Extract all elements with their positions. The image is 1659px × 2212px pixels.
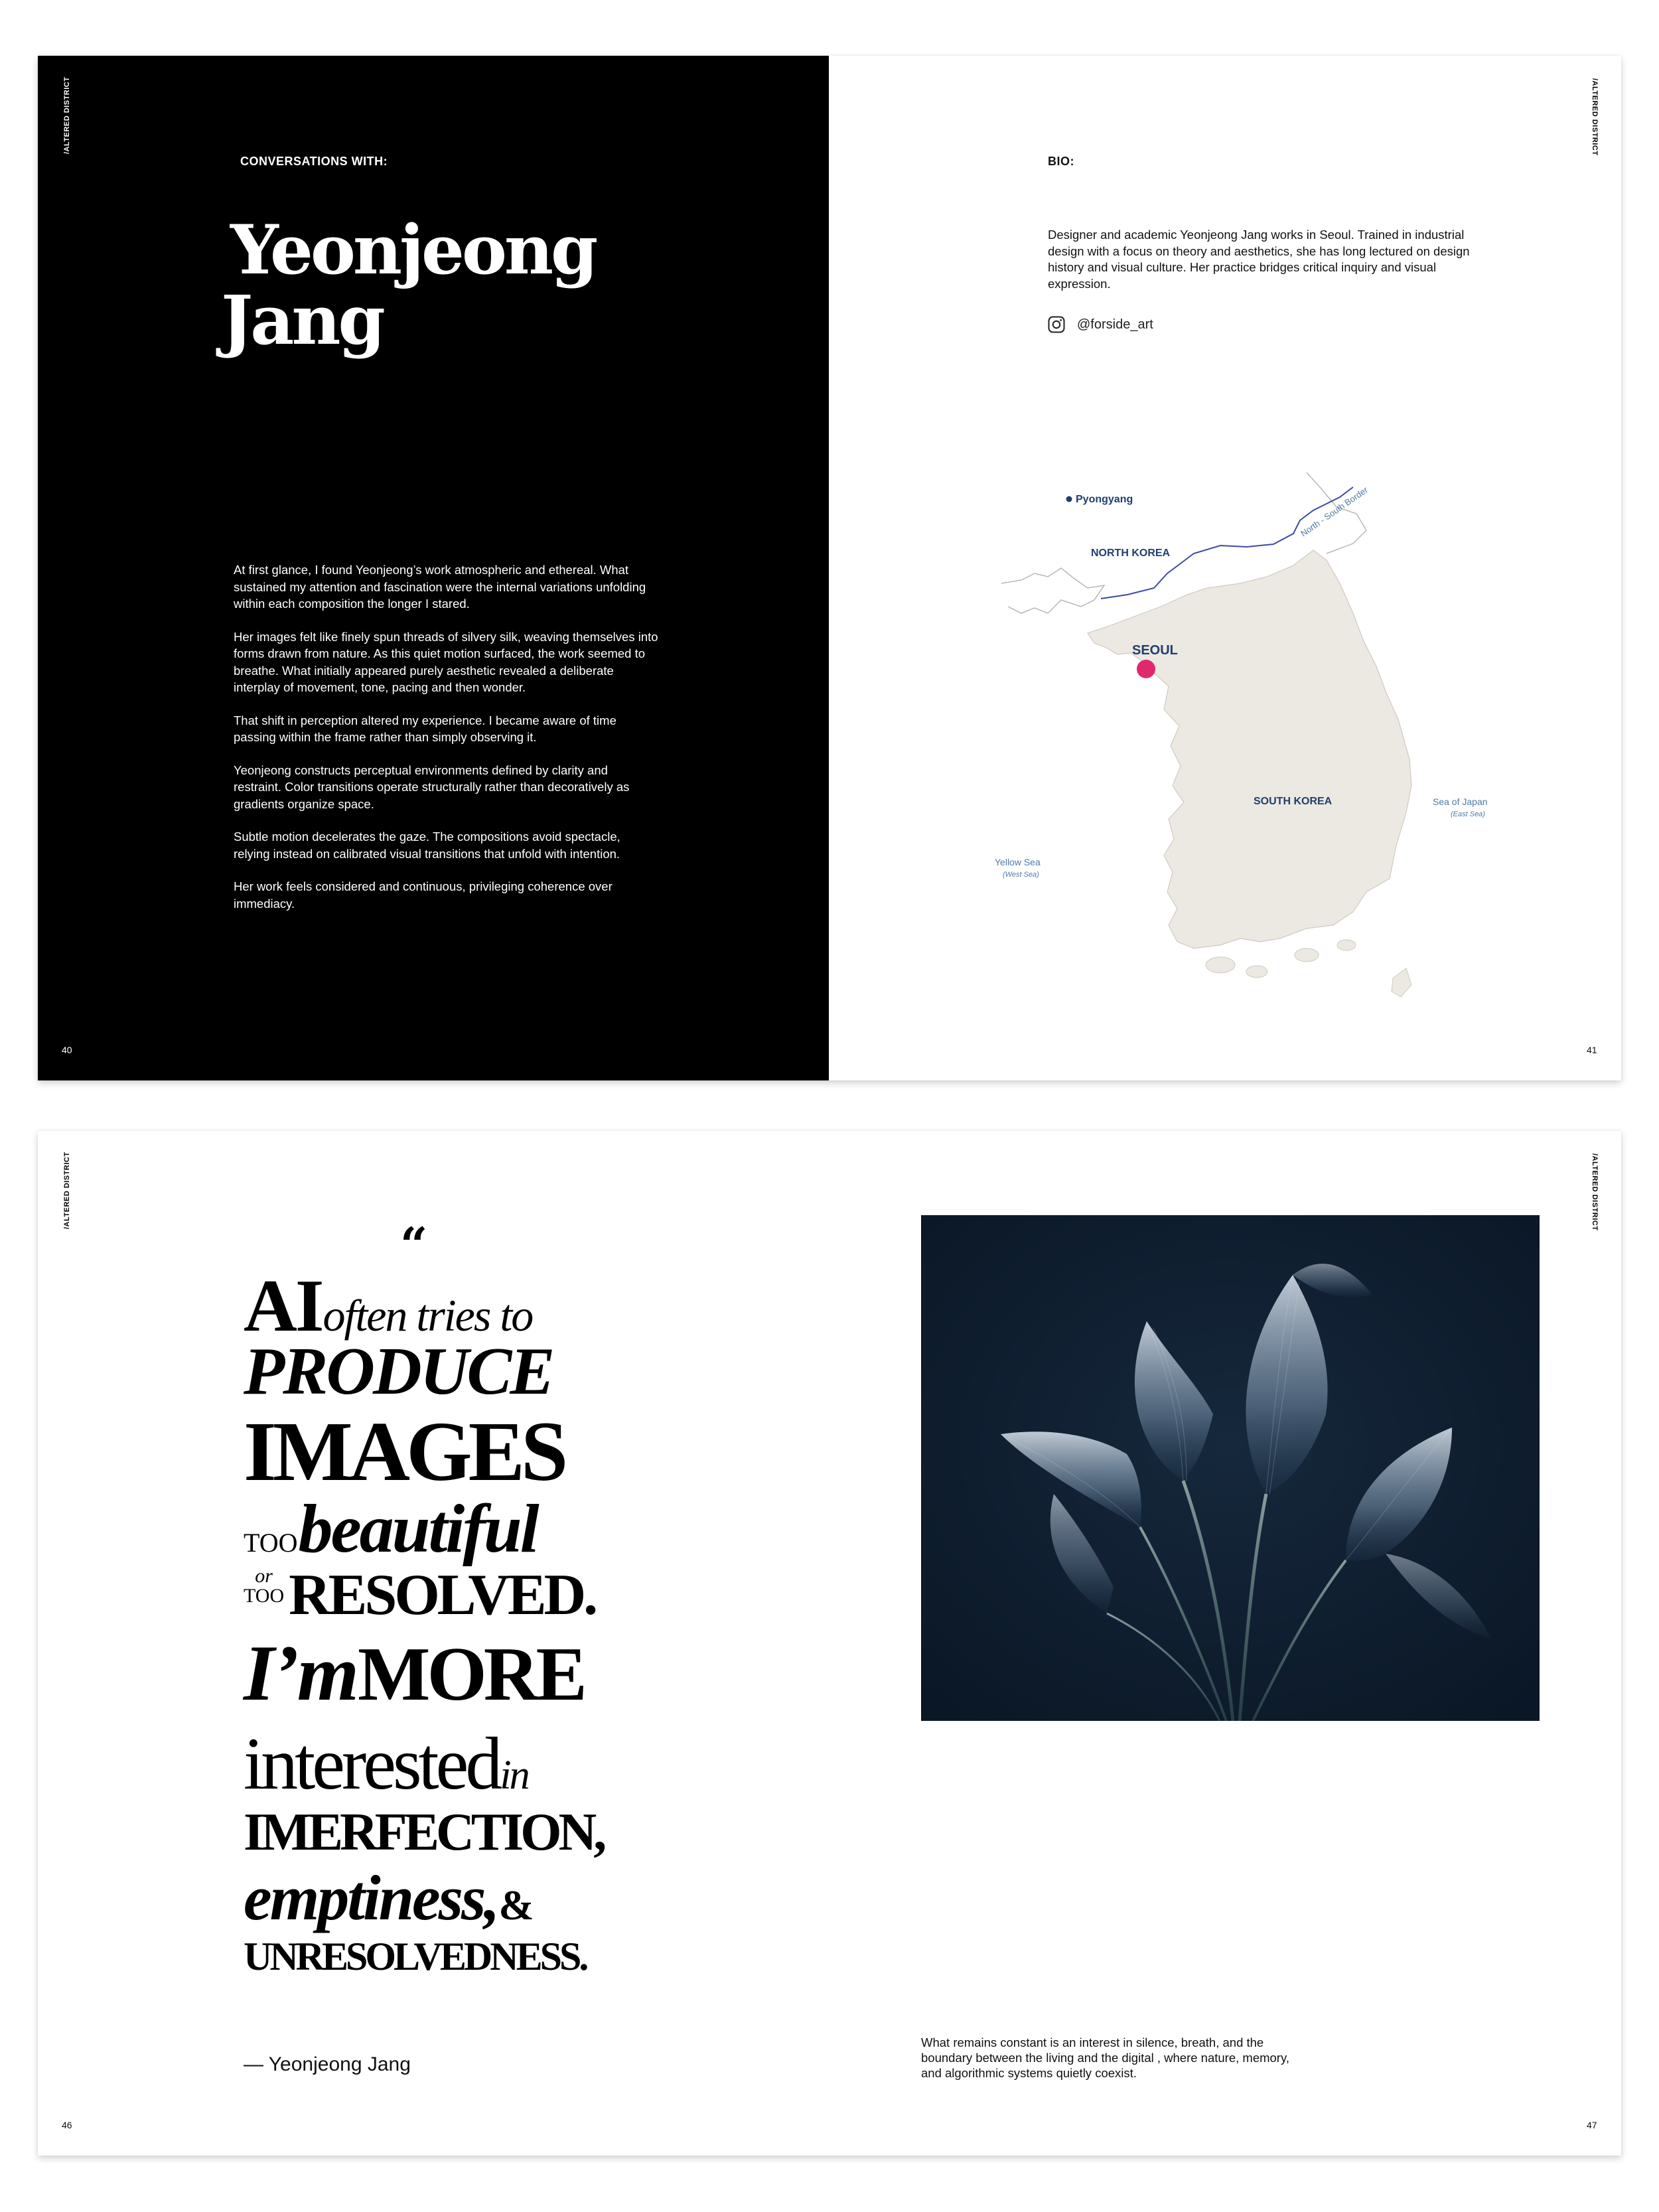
- page-number: 46: [62, 2120, 72, 2130]
- island: [1246, 966, 1267, 978]
- page-47: [829, 1131, 1621, 2156]
- west-coast: [1001, 568, 1104, 613]
- east-sea-label: (East Sea): [1451, 810, 1485, 818]
- north-korea-label: NORTH KOREA: [1091, 548, 1171, 559]
- quote-word: PRODUCE: [244, 1334, 553, 1409]
- quote-word: interested: [244, 1723, 500, 1805]
- quote-word: UNRESOLVEDNESS.: [244, 1935, 587, 1978]
- quote-word: I’m: [244, 1629, 357, 1717]
- seoul-marker: [1137, 660, 1155, 678]
- island-jeju: [1392, 968, 1411, 997]
- instagram-handle: @forside_art: [1077, 317, 1153, 332]
- quote-attribution: — Yeonjeong Jang: [244, 2053, 411, 2075]
- paragraph: Her work feels considered and continuous, privileging coherence over immediacy.: [234, 879, 613, 911]
- title-line-1: Yeonjeong: [230, 210, 596, 290]
- quote-word: MORE: [358, 1632, 584, 1717]
- pyongyang-label: Pyongyang: [1076, 494, 1133, 505]
- quote-word: emptiness,: [244, 1862, 498, 1933]
- quote-mark: “: [400, 1217, 428, 1273]
- spread-pages-40-41: [38, 56, 1621, 1080]
- section-tag: /ALTERED DISTRICT: [1591, 1153, 1599, 1231]
- sea-of-japan-label: Sea of Japan: [1433, 796, 1488, 807]
- island: [1295, 948, 1319, 962]
- kicker-bio: BIO:: [1048, 155, 1074, 168]
- bio-text: Designer and academic Yeonjeong Jang works in Seoul. Trained in industrial design with a focus on theory and aesthetics, she has long lectured on design history and visual culture. Her practice bridges critical inquiry and visual expression.: [1048, 228, 1470, 291]
- border-label: North - South Border: [1299, 484, 1370, 539]
- page-number: 41: [1587, 1045, 1597, 1055]
- kicker-conversations: CONVERSATIONS WITH:: [240, 155, 388, 168]
- section-tag: /ALTERED DISTRICT: [63, 76, 71, 154]
- island: [1206, 957, 1235, 973]
- quote-word: often tries to: [323, 1290, 533, 1341]
- page-number: 40: [62, 1045, 72, 1055]
- quote-word: &: [498, 1881, 532, 1929]
- page-41: [829, 56, 1621, 1080]
- quote-word: beautiful: [298, 1491, 538, 1567]
- south-korea-land: [1088, 550, 1411, 948]
- korea-map: [995, 414, 1526, 1051]
- paragraph: At first glance, I found Yeonjeong’s work atmospheric and ethereal. What sustained my attention and fascination were the internal variations unfolding within each composition the longer I stared.: [234, 563, 646, 611]
- paragraph: Her images felt like finely spun threads of silvery silk, weaving themselves into forms drawn from nature. As this quiet motion surfaced, the work seemed to breathe. What initially appeared purely aesthetic revealed a deliberate interplay of movement, tone, pacing and then wonder.: [234, 629, 658, 694]
- page-40: [38, 56, 829, 1080]
- page-number: 47: [1587, 2120, 1597, 2130]
- paragraph: Yeonjeong constructs perceptual environments defined by clarity and restraint. Color transitions operate structurally rather than decoratively as gradients organize space.: [234, 763, 630, 811]
- spread-pages-46-47: [38, 1131, 1621, 2156]
- paragraph: Subtle motion decelerates the gaze. The compositions avoid spectacle, relying instead on calibrated visual transitions that unfold with intention.: [234, 830, 620, 861]
- quote-word: TOO: [244, 1528, 298, 1558]
- paragraph: That shift in perception altered my experience. I became aware of time passing within the frame rather than simply observing it.: [234, 713, 616, 744]
- article-body: [234, 561, 658, 928]
- south-korea-label: SOUTH KOREA: [1254, 796, 1333, 807]
- quote-word: IMAGES: [244, 1404, 565, 1499]
- quote-word: RESOLVED.: [289, 1563, 596, 1627]
- quote-word: IMERFECTION,: [244, 1803, 604, 1862]
- yellow-sea-label: Yellow Sea: [995, 857, 1041, 867]
- seoul-label: SEOUL: [1132, 643, 1178, 658]
- page-46: [38, 1131, 829, 2156]
- page-title: [221, 210, 596, 360]
- instagram-link[interactable]: [1048, 316, 1153, 333]
- quote-word: or: [255, 1565, 273, 1587]
- image-caption: What remains constant is an interest in silence, breath, and the boundary between the living and the digital , where nature, memory, and algorithmic systems quietly coexist.: [921, 2035, 1289, 2080]
- quote-word: in: [500, 1753, 528, 1798]
- island: [1337, 940, 1356, 950]
- quote-word: AI: [244, 1265, 323, 1347]
- quote-word: TOO: [244, 1585, 285, 1607]
- west-sea-label: (West Sea): [1003, 871, 1039, 879]
- title-line-2: Jang: [221, 281, 383, 360]
- pyongyang-dot: [1066, 496, 1072, 502]
- section-tag: /ALTERED DISTRICT: [63, 1151, 71, 1229]
- section-tag: /ALTERED DISTRICT: [1591, 78, 1599, 156]
- instagram-icon: [1048, 316, 1065, 333]
- artwork-image: [921, 1215, 1540, 1721]
